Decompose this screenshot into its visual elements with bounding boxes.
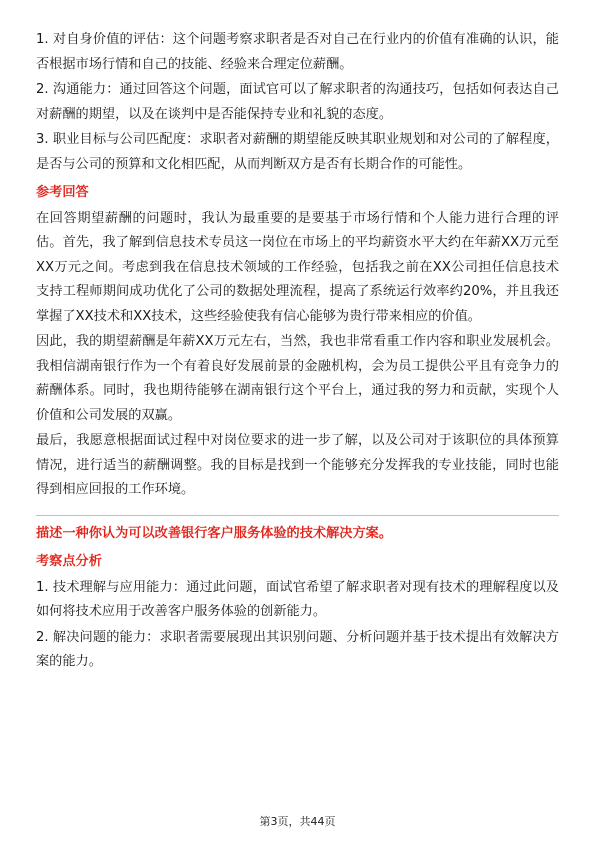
list-item: 2. 沟通能力：通过回答这个问题，面试官可以了解求职者的沟通技巧，包括如何表达自己对薪酬的期望，以及在谈判中是否能保持专业和礼貌的态度。: [36, 82, 559, 122]
list-item: 1. 技术理解与应用能力：通过此问题，面试官希望了解求职者对现有技术的理解程度以及如何将技术应用于改善客户服务体验的创新能力。: [36, 579, 559, 619]
section-divider: [36, 515, 559, 516]
answer-paragraph: 在回答期望薪酬的问题时，我认为最重要的是要基于市场行情和个人能力进行合理的评估。首先，我了解到信息技术专员这一岗位在市场上的平均薪资水平大约在年薪XX万元至XX万元之间。考虑到我在信息技术领域的工作经验，包括我之前在XX公司担任信息技术支持工程师期间成功优化了公司的数据处理流程，提高了系统运行效率约20%，并且我还掌握了XX技术和XX技术，这些经验使我有信心能够为贵行带来相应的价值。: [36, 210, 559, 324]
list-item: 1. 对自身价值的评估：这个问题考察求职者是否对自己在行业内的价值有准确的认识，能否根据市场行情和自己的技能、经验来合理定位薪酬。: [36, 32, 559, 72]
analysis-heading: 考察点分析: [36, 554, 102, 569]
page-number: 第3页，共44页: [259, 815, 336, 828]
answer-paragraph: 因此，我的期望薪酬是年薪XX万元左右，当然，我也非常看重工作内容和职业发展机会。我相信湖南银行作为一个有着良好发展前景的金融机构，会为员工提供公平且有竞争力的薪酬体系。同时，我也期待能够在湖南银行这个平台上，通过我的努力和贡献，实现个人价值和公司发展的双赢。: [36, 334, 559, 423]
analysis-points-list: [36, 576, 559, 675]
list-item: 2. 解决问题的能力：求职者需要展现出其识别问题、分析问题并基于技术提出有效解决方案的能力。: [36, 629, 559, 669]
reference-answer-heading: 参考回答: [36, 185, 89, 200]
page-content: [36, 28, 559, 676]
list-item: 3. 职业目标与公司匹配度：求职者对薪酬的期望能反映其职业规划和对公司的了解程度，是否与公司的预算和文化相匹配，从而判断双方是否有长期合作的可能性。: [36, 132, 559, 172]
evaluation-points-list: [36, 28, 559, 177]
reference-answer-body: [36, 207, 559, 503]
answer-paragraph: 最后，我愿意根据面试过程中对岗位要求的进一步了解，以及公司对于该职位的具体预算情况，进行适当的薪酬调整。我的目标是找到一个能够充分发挥我的专业技能，同时也能得到相应回报的工作环境。: [36, 433, 559, 497]
question-title: 描述一种你认为可以改善银行客户服务体验的技术解决方案。: [36, 525, 393, 541]
